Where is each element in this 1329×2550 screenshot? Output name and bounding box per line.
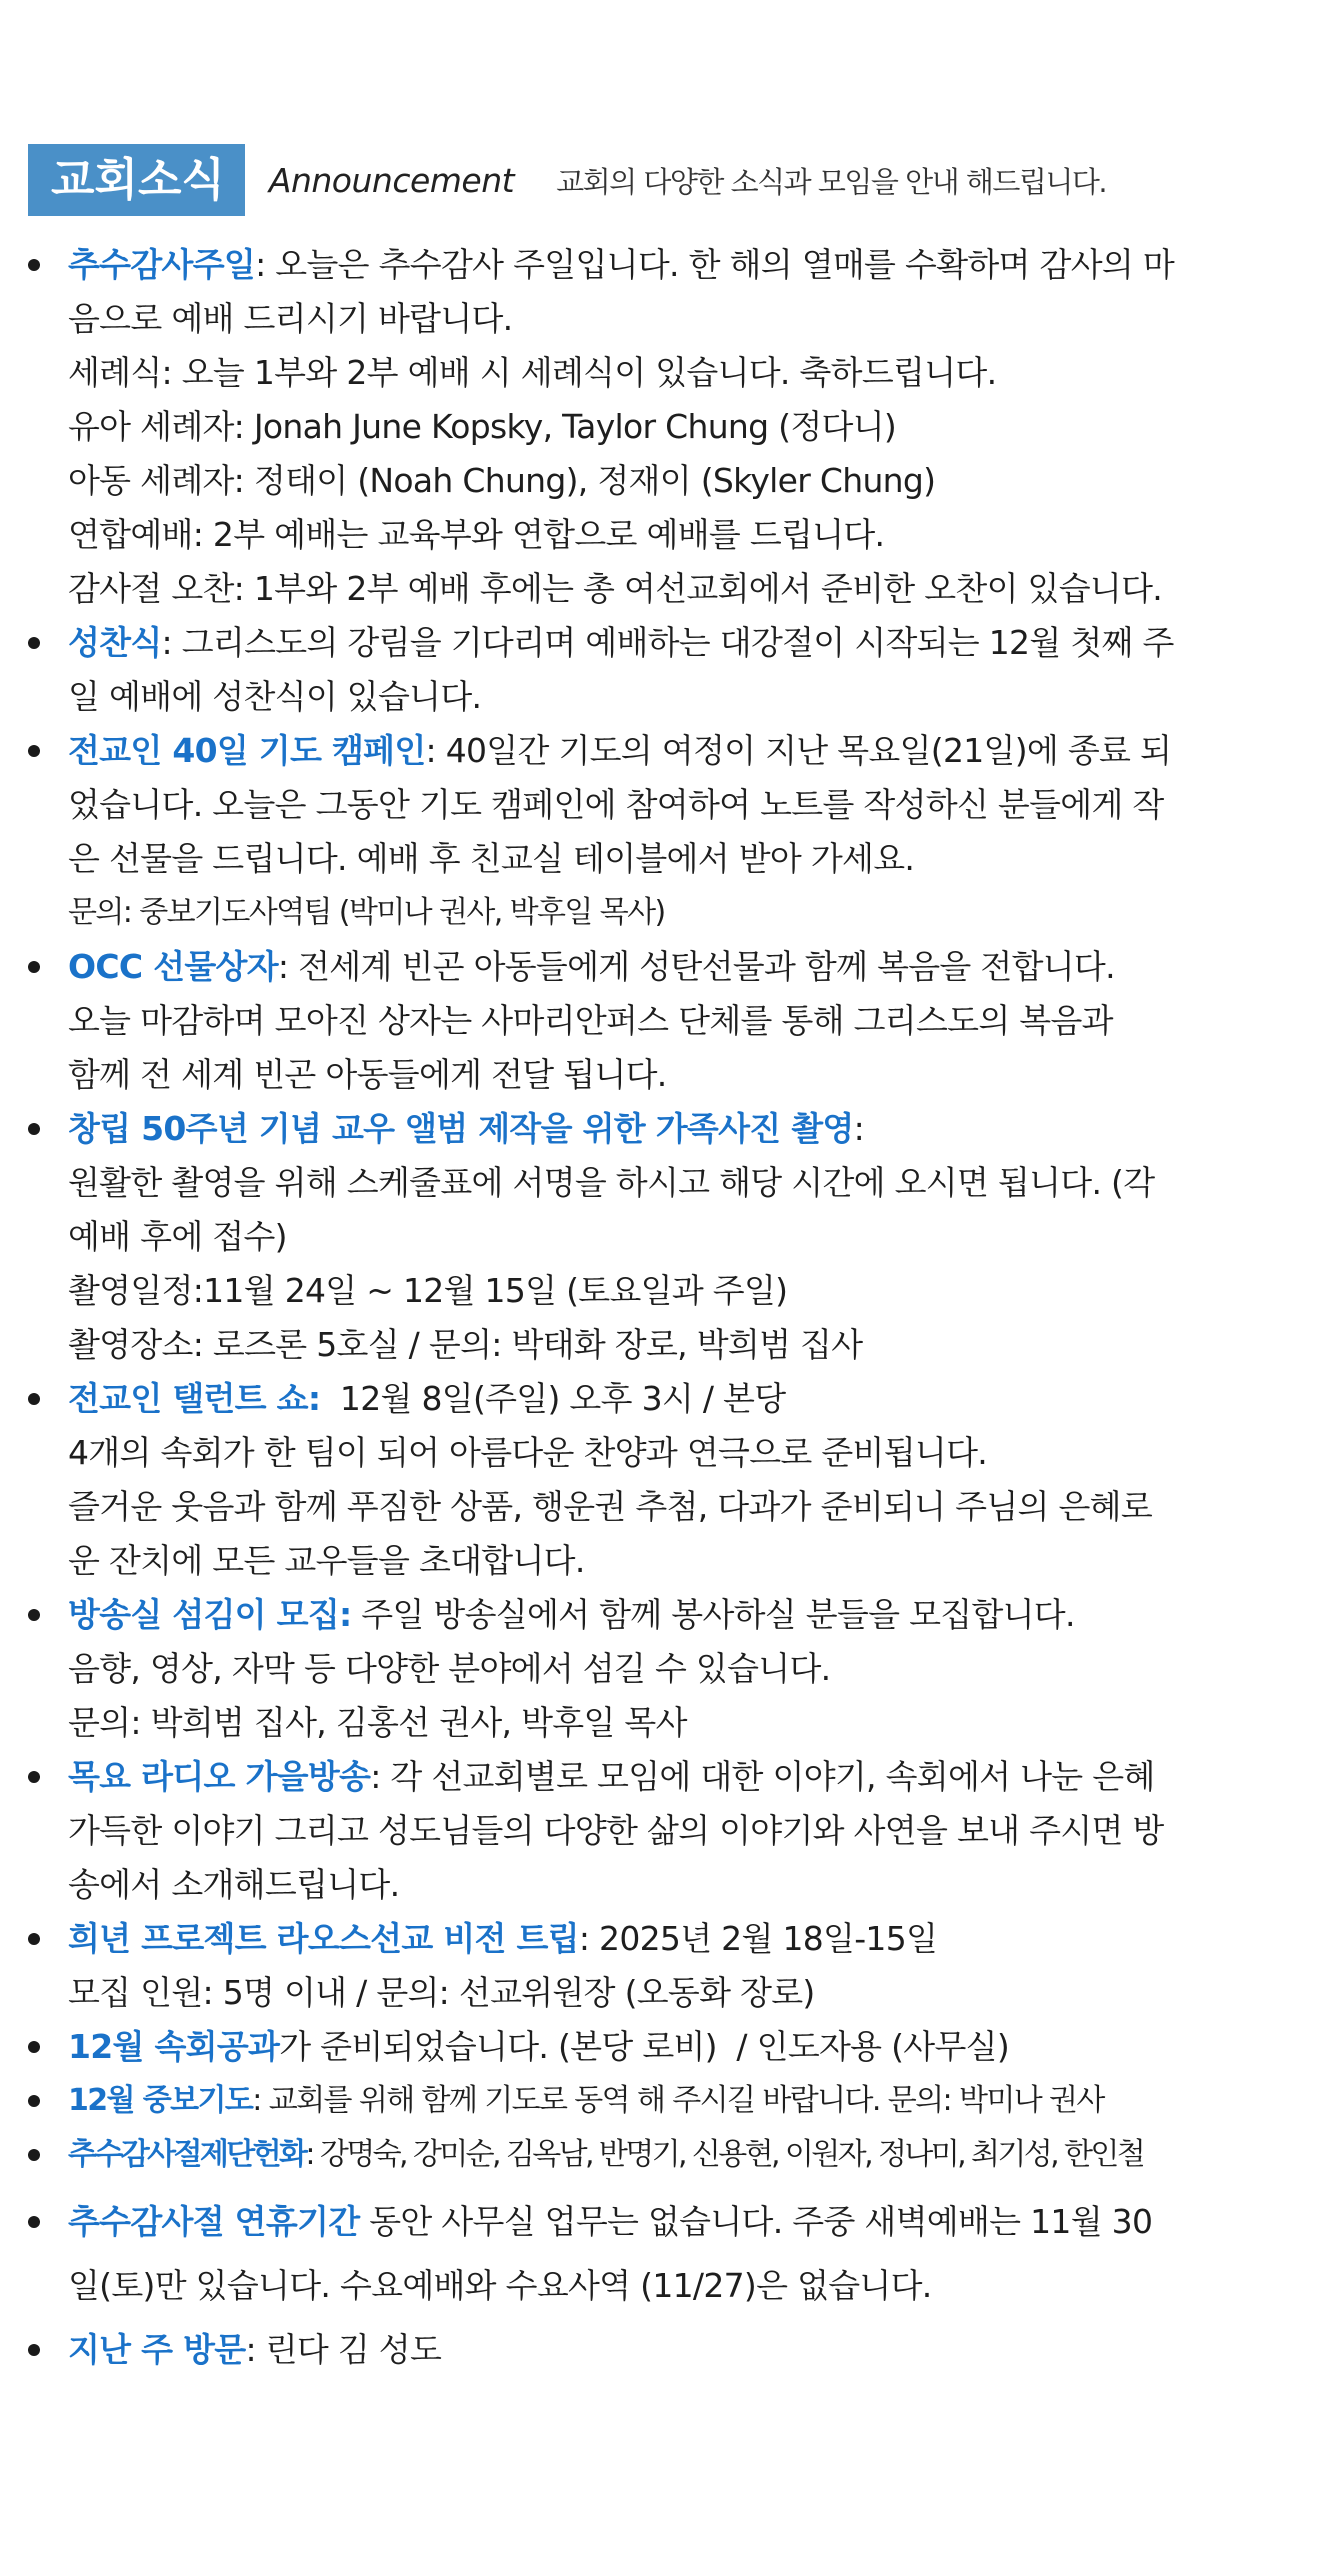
- item-text: 함께 전 세계 빈곤 아동들에게 전달 됩니다.: [68, 1055, 667, 1094]
- item-title: 추수감사절 연휴기간: [68, 2202, 360, 2241]
- item-text: : 전세계 빈곤 아동들에게 성탄선물과 함께 복음을 전합니다.: [277, 947, 1115, 986]
- item-first-line: [68, 2318, 1304, 2382]
- item-title: 성찬식: [68, 623, 162, 662]
- item-text: : 그리스도의 강림을 기다리며 예배하는 대강절이 시작되는 12월 첫째 주: [161, 623, 1174, 662]
- item-text: 은 선물을 드립니다. 예배 후 친교실 테이블에서 받아 가세요.: [68, 839, 915, 878]
- item-text: : 오늘은 추수감사 주일입니다. 한 해의 열매를 수확하며 감사의 마: [255, 245, 1175, 284]
- bullet-icon: [24, 2128, 44, 2182]
- item-text: 가 준비되었습니다. (본당 로비) / 인도자용 (사무실): [279, 2027, 1010, 2066]
- bullet-icon: [24, 1750, 44, 1804]
- announcement-item: [24, 1912, 1304, 2020]
- announcement-item: [24, 616, 1304, 724]
- item-text: 12월 8일(주일) 오후 3시 / 본당: [320, 1379, 786, 1418]
- item-text: : 강명숙, 강미순, 김옥남, 반명기, 신용현, 이원자, 정나미, 최기성, 한인철: [305, 2137, 1144, 2172]
- item-title: 12월 중보기도: [68, 2083, 253, 2118]
- item-first-line: [68, 2074, 1304, 2128]
- bullet-icon: [24, 940, 44, 994]
- item-first-line: [68, 2020, 1304, 2074]
- item-title: 목요 라디오 가을방송: [68, 1757, 371, 1796]
- item-text: 동안 사무실 업무는 없습니다. 주중 새벽예배는 11월 30: [359, 2202, 1153, 2241]
- bullet-icon: [24, 616, 44, 670]
- item-first-line: [68, 2190, 1304, 2254]
- announcement-item: [24, 1372, 1304, 1588]
- bullet-icon: [24, 1912, 44, 1966]
- bullet-icon: [24, 1588, 44, 1642]
- item-first-line: [68, 940, 1304, 994]
- announcement-item: [24, 1102, 1304, 1372]
- announcement-item: [24, 2128, 1304, 2182]
- item-title: 지난 주 방문: [68, 2330, 246, 2369]
- section-subtitle: 교회의 다양한 소식과 모임을 안내 해드립니다.: [556, 164, 1107, 199]
- item-text: : 린다 김 성도: [245, 2330, 442, 2369]
- item-text: 었습니다. 오늘은 그동안 기도 캠페인에 참여하여 노트를 작성하신 분들에게 작: [68, 785, 1164, 824]
- bullet-icon: [24, 1102, 44, 1156]
- item-text: 세례식: 오늘 1부와 2부 예배 시 세례식이 있습니다. 축하드립니다.: [68, 353, 997, 392]
- bullet-icon: [24, 2318, 44, 2382]
- item-title: 전교인 40일 기도 캠페인: [68, 731, 426, 770]
- item-text: 문의: 박희범 집사, 김홍선 권사, 박후일 목사: [68, 1703, 687, 1742]
- section-badge: 교회소식: [28, 144, 245, 216]
- announcement-list: [24, 238, 1304, 2382]
- item-text: : 40일간 기도의 여정이 지난 목요일(21일)에 종료 되: [425, 731, 1172, 770]
- item-title: OCC 선물상자: [68, 947, 278, 986]
- item-text: 일(토)만 있습니다. 수요예배와 수요사역 (11/27)은 없습니다.: [68, 2266, 932, 2305]
- item-text: 모집 인원: 5명 이내 / 문의: 선교위원장 (오동화 장로): [68, 1973, 815, 2012]
- item-text: 예배 후에 접수): [68, 1217, 287, 1256]
- announcement-item: [24, 1750, 1304, 1912]
- item-first-line: [68, 2128, 1304, 2182]
- item-title: 전교인 탤런트 쇼:: [68, 1379, 321, 1418]
- bullet-icon: [24, 238, 44, 292]
- item-text: 원활한 촬영을 위해 스케줄표에 서명을 하시고 해당 시간에 오시면 됩니다. (각: [68, 1163, 1155, 1202]
- bullet-icon: [24, 2074, 44, 2128]
- item-text: 연합예배: 2부 예배는 교육부와 연합으로 예배를 드립니다.: [68, 515, 885, 554]
- item-first-line: [68, 616, 1304, 670]
- item-first-line: [68, 238, 1304, 292]
- item-text: 운 잔치에 모든 교우들을 초대합니다.: [68, 1541, 585, 1580]
- item-title: 방송실 섬김이 모집:: [68, 1595, 352, 1634]
- item-text: 송에서 소개해드립니다.: [68, 1865, 400, 1904]
- item-text: 음으로 예배 드리시기 바랍니다.: [68, 299, 513, 338]
- item-title: 창립 50주년 기념 교우 앨범 제작을 위한 가족사진 촬영: [68, 1109, 854, 1148]
- bullet-icon: [24, 2190, 44, 2254]
- announcement-item: [24, 940, 1304, 1102]
- item-title: 희년 프로젝트 라오스선교 비전 트립: [68, 1919, 579, 1958]
- item-text: 촬영일정:11월 24일 ~ 12월 15일 (토요일과 주일): [68, 1271, 788, 1310]
- bullet-icon: [24, 724, 44, 778]
- item-text: 즐거운 웃음과 함께 푸짐한 상품, 행운권 추첨, 다과가 준비되니 주님의 은혜로: [68, 1487, 1152, 1526]
- item-text: 일 예배에 성찬식이 있습니다.: [68, 677, 482, 716]
- section-english-title: Announcement: [268, 160, 515, 200]
- item-text: :: [853, 1109, 864, 1148]
- item-title: 추수감사절제단헌화: [68, 2137, 306, 2172]
- item-text: 4개의 속회가 한 팀이 되어 아름다운 찬양과 연극으로 준비됩니다.: [68, 1433, 988, 1472]
- item-text: 주일 방송실에서 함께 봉사하실 분들을 모집합니다.: [351, 1595, 1075, 1634]
- item-text: : 교회를 위해 함께 기도로 동역 해 주시길 바랍니다. 문의: 박미나 권사: [252, 2083, 1104, 2118]
- announcement-item: [24, 1588, 1304, 1750]
- item-text: 촬영장소: 로즈론 5호실 / 문의: 박태화 장로, 박희범 집사: [68, 1325, 863, 1364]
- item-text: 오늘 마감하며 모아진 상자는 사마리안퍼스 단체를 통해 그리스도의 복음과: [68, 1001, 1113, 1040]
- item-text: 감사절 오찬: 1부와 2부 예배 후에는 총 여선교회에서 준비한 오찬이 있습니다.: [68, 569, 1163, 608]
- item-text: : 각 선교회별로 모임에 대한 이야기, 속회에서 나눈 은혜: [370, 1757, 1155, 1796]
- item-first-line: [68, 1750, 1304, 1804]
- item-text: 문의: 중보기도사역팀 (박미나 권사, 박후일 목사): [68, 895, 665, 930]
- announcement-item: [24, 238, 1304, 616]
- item-title: 추수감사주일: [68, 245, 256, 284]
- item-text: : 2025년 2월 18일-15일: [578, 1919, 938, 1958]
- item-text: 유아 세례자: Jonah June Kopsky, Taylor Chung (정다니): [68, 407, 897, 446]
- section-header: [28, 144, 1106, 216]
- item-title: 12월 속회공과: [68, 2027, 280, 2066]
- announcement-item: [24, 2020, 1304, 2074]
- item-first-line: [68, 1588, 1304, 1642]
- item-first-line: [68, 724, 1304, 778]
- announcement-item: [24, 2190, 1304, 2318]
- announcement-item: [24, 2318, 1304, 2382]
- item-first-line: [68, 1372, 1304, 1426]
- bullet-icon: [24, 2020, 44, 2074]
- item-first-line: [68, 1912, 1304, 1966]
- announcement-item: [24, 2074, 1304, 2128]
- item-text: 음향, 영상, 자막 등 다양한 분야에서 섬길 수 있습니다.: [68, 1649, 831, 1688]
- announcement-item: [24, 724, 1304, 940]
- item-text: 아동 세례자: 정태이 (Noah Chung), 정재이 (Skyler Chung): [68, 461, 936, 500]
- bullet-icon: [24, 1372, 44, 1426]
- item-first-line: [68, 1102, 1304, 1156]
- item-text: 가득한 이야기 그리고 성도님들의 다양한 삶의 이야기와 사연을 보내 주시면 방: [68, 1811, 1164, 1850]
